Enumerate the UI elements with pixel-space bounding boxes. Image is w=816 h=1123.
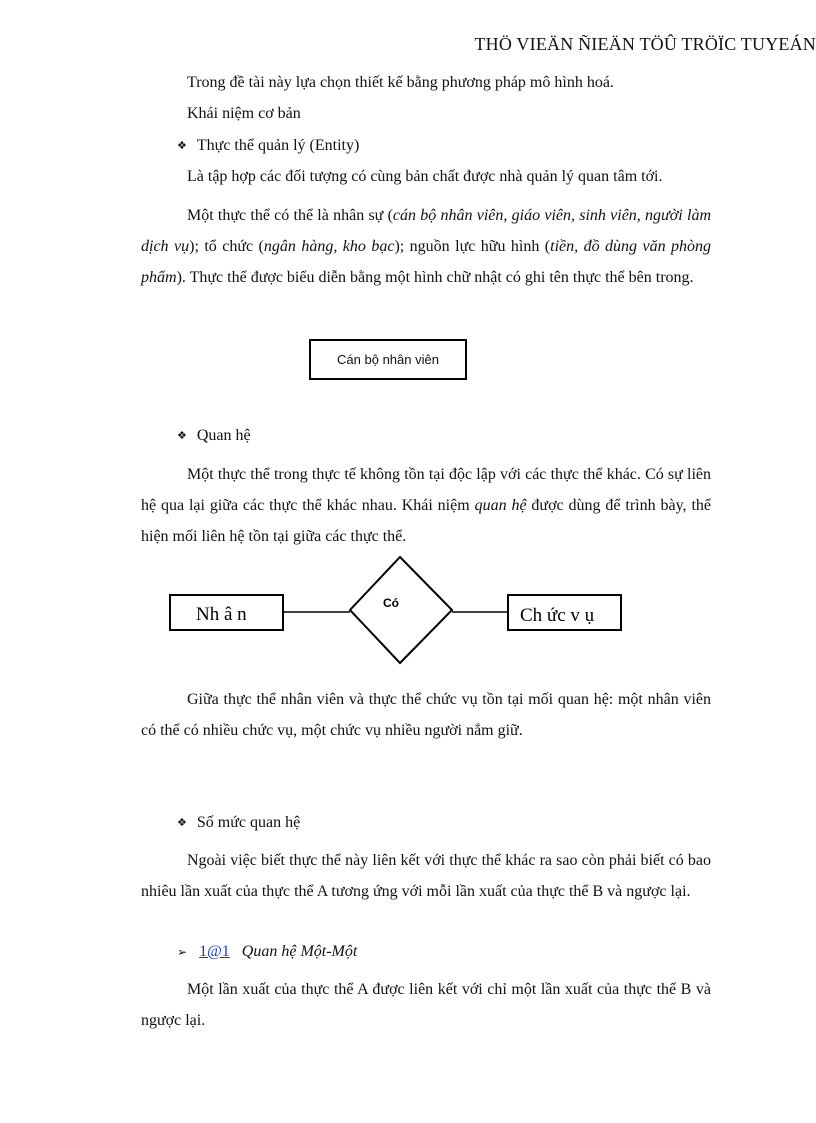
relation-diamond <box>350 557 452 663</box>
one-to-one-paragraph: Một lần xuất của thực thể A được liên kết với chỉ một lần xuất của thực thể B và ngược lại. <box>141 981 711 1029</box>
bullet-entity <box>177 137 359 155</box>
entity-definition: Là tập hợp các đối tượng có cùng bản chất được nhà quản lý quan tâm tới. <box>187 168 663 185</box>
entity-nhan-vien-label: Nh â n <box>196 604 247 625</box>
one-to-one-title: Quan hệ Một-Một <box>241 943 358 960</box>
page-header: THÖ VIEÄN ÑIEÄN TÖÛ TRÖÏC TUYEÁN <box>474 34 816 54</box>
diamond-bullet-icon: ❖ <box>177 139 187 152</box>
bullet-relation-label: Quan hệ <box>196 427 251 444</box>
relation-paragraph: Một thực thể trong thực tế không tồn tại độc lập với các thực thể khác. Có sự liên hệ qua lại giữa các thực thể khác nhau. Khái niệm quan hệ được dùng để trình bày, thể hiện mối liên hệ tồn tại giữa các thực thể. <box>141 466 711 545</box>
bullet-cardinality-label: Số mức quan hệ <box>196 814 301 831</box>
bullet-cardinality <box>177 814 300 832</box>
one-to-one-heading <box>177 943 357 961</box>
arrow-bullet-icon: ➢ <box>177 945 188 959</box>
er-diagram <box>0 555 816 670</box>
basic-concepts-label: Khái niệm cơ bản <box>187 105 301 122</box>
bullet-entity-label: Thực thể quản lý (Entity) <box>196 137 360 154</box>
relation-explanation: Giữa thực thể nhân viên và thực thể chức vụ tồn tại mối quan hệ: một nhân viên có thể có nhiều chức vụ, một chức vụ nhiều người nắm giữ. <box>141 691 711 739</box>
relation-label: Có <box>383 596 399 610</box>
one-to-one-link[interactable]: 1@1 <box>199 943 230 960</box>
entity-example-box: Cán bộ nhân viên <box>309 339 467 380</box>
cardinality-paragraph: Ngoài việc biết thực thể này liên kết với thực thể khác ra sao còn phải biết có bao nhiêu lần xuất của thực thể A tương ứng với mỗi lần xuất của thực thể B và ngược lại. <box>141 852 711 900</box>
diamond-bullet-icon: ❖ <box>177 816 187 829</box>
diamond-bullet-icon: ❖ <box>177 429 187 442</box>
entity-paragraph: Một thực thể có thể là nhân sự (cán bộ nhân viên, giáo viên, sinh viên, người làm dịch vụ); tổ chức (ngân hàng, kho bạc); nguồn lực hữu hình (tiền, đồ dùng văn phòng phẩm). Thực thể được biểu diễn bằng một hình chữ nhật có ghi tên thực thể bên trong. <box>141 207 712 286</box>
bullet-relation <box>177 427 251 445</box>
entity-chuc-vu-label: Ch ức v ụ <box>520 605 595 626</box>
intro-line: Trong đề tài này lựa chọn thiết kế bằng phương pháp mô hình hoá. <box>187 74 614 91</box>
